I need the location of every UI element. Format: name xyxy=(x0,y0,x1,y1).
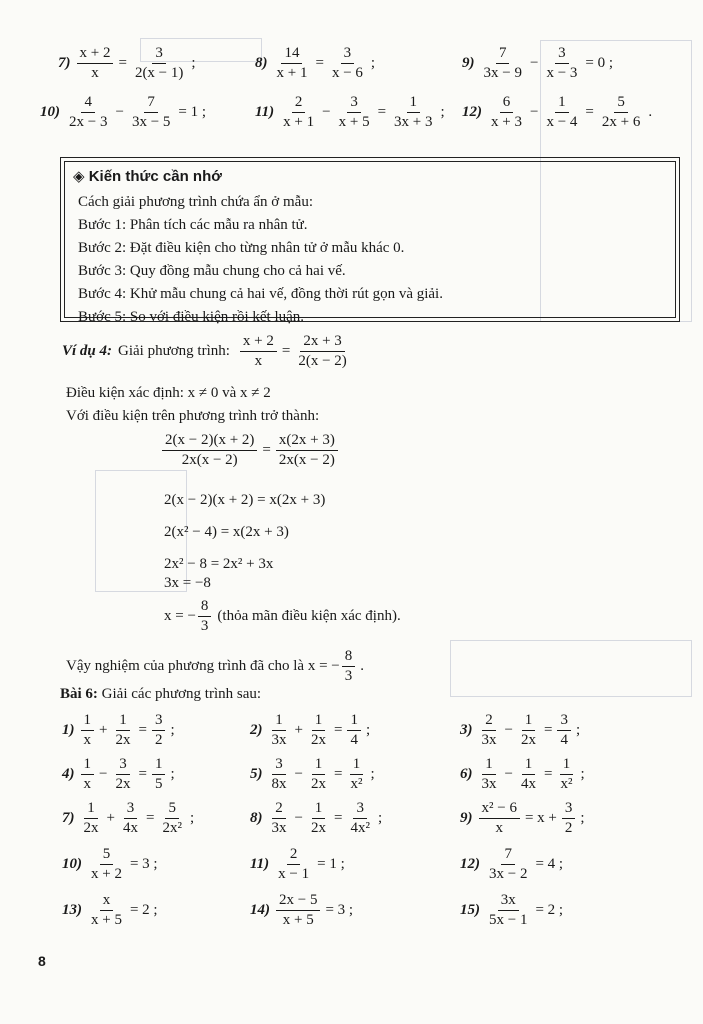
numerator: 2 xyxy=(272,800,286,819)
numerator: 3x xyxy=(498,892,519,911)
fraction xyxy=(486,892,530,929)
denominator: 4x xyxy=(520,776,536,792)
step-5: 3x = −8 xyxy=(164,575,211,591)
numerator: 3 xyxy=(555,45,569,64)
problem-number: 1) xyxy=(62,722,75,738)
numerator: 3 xyxy=(116,756,130,775)
numerator: 3 xyxy=(341,45,355,64)
numerator: 1 xyxy=(312,756,326,775)
numerator: 1 xyxy=(272,712,286,731)
fraction xyxy=(152,712,166,749)
numerator: 8 xyxy=(342,648,356,667)
numerator: 1 xyxy=(347,712,361,731)
numerator: 1 xyxy=(81,756,95,775)
fraction xyxy=(269,800,290,837)
problem-number: 10) xyxy=(62,856,82,872)
problem-tail: ; xyxy=(377,810,383,826)
fraction xyxy=(159,800,185,837)
problem-tail: ; xyxy=(189,810,195,826)
step-6 xyxy=(164,598,401,635)
problem-3 xyxy=(460,712,580,749)
operator: = xyxy=(377,104,387,120)
fraction xyxy=(132,45,186,82)
problem-number: 14) xyxy=(250,902,270,918)
problem-tail: = 1 ; xyxy=(317,856,345,872)
fraction xyxy=(562,800,576,837)
numerator: x + 2 xyxy=(77,45,114,64)
knowledge-box xyxy=(60,157,680,325)
numerator: 1 xyxy=(84,800,98,819)
problem-8 xyxy=(255,45,375,82)
denominator: 2x xyxy=(115,732,131,748)
numerator: 1 xyxy=(350,756,364,775)
fraction xyxy=(88,846,125,883)
exercise-title: Giải các phương trình sau: xyxy=(101,686,262,702)
fraction xyxy=(120,800,141,837)
denominator: x xyxy=(83,776,91,792)
denominator: 3 xyxy=(344,668,353,684)
problem-tail: ; xyxy=(580,810,585,826)
numerator: 1 xyxy=(407,94,421,113)
problem-number: 2) xyxy=(250,722,263,738)
fraction xyxy=(481,45,525,82)
numerator: x² − 6 xyxy=(479,800,520,819)
denominator: 3x − 9 xyxy=(483,65,522,81)
problem-number: 11) xyxy=(250,856,270,872)
fraction xyxy=(543,45,580,82)
denominator: 3x xyxy=(271,820,287,836)
denominator: x + 2 xyxy=(91,866,122,882)
fraction xyxy=(162,432,257,469)
operator: = xyxy=(333,810,343,826)
problem-number: 15) xyxy=(460,902,480,918)
knowledge-steps xyxy=(78,191,443,329)
knowledge-line: Bước 4: Khử mẫu chung cả hai vế, đồng thời rút gọn và giải. xyxy=(78,286,443,302)
fraction xyxy=(479,756,500,793)
operator: = xyxy=(315,55,324,71)
fraction xyxy=(347,712,361,749)
denominator: 3x − 2 xyxy=(489,866,528,882)
fraction xyxy=(269,756,290,793)
numerator: 3 xyxy=(124,800,138,819)
operator: + xyxy=(106,810,115,826)
fraction xyxy=(276,892,320,929)
fraction xyxy=(329,45,366,82)
operator: = xyxy=(333,722,343,738)
numerator: 1 xyxy=(560,756,574,775)
problem-5 xyxy=(250,756,375,793)
fraction xyxy=(308,800,329,837)
denominator: x + 1 xyxy=(276,65,308,81)
problem-tail: ; xyxy=(370,55,376,71)
operator: = xyxy=(543,722,553,738)
fraction xyxy=(66,94,110,131)
problem-tail: = 2 ; xyxy=(535,902,564,918)
problem-15 xyxy=(460,892,563,929)
fraction xyxy=(599,94,643,131)
numerator: 1 xyxy=(81,712,95,731)
fraction xyxy=(275,846,312,883)
numerator: 1 xyxy=(116,712,130,731)
numerator: 1 xyxy=(152,756,166,775)
numerator: 5 xyxy=(165,800,179,819)
denominator: x + 1 xyxy=(283,114,315,130)
fraction xyxy=(308,756,329,793)
denominator: x + 3 xyxy=(491,114,522,130)
denominator: x xyxy=(91,65,99,81)
denominator: 4x² xyxy=(350,820,370,836)
fraction xyxy=(112,756,133,793)
knowledge-line: Bước 5: So với điều kiện rồi kết luận. xyxy=(78,309,305,325)
fraction xyxy=(518,712,539,749)
operator: = xyxy=(145,810,155,826)
fraction xyxy=(81,800,102,837)
problem-tail: ; xyxy=(191,55,196,71)
denominator: 2(x − 1) xyxy=(134,65,184,81)
problem-tail: ; xyxy=(440,104,445,120)
operator: = xyxy=(118,55,127,71)
operator: = xyxy=(138,766,147,782)
exercise-label: Bài 6: xyxy=(60,686,98,702)
denominator: x² xyxy=(350,776,363,792)
problem-number: 13) xyxy=(62,902,82,918)
problem-number: 7) xyxy=(62,810,75,826)
denominator: x + 5 xyxy=(338,114,370,130)
problem-number: 8) xyxy=(250,810,263,826)
problem-tail: ; xyxy=(580,766,585,782)
operator: = xyxy=(543,766,553,782)
problem-7 xyxy=(58,45,196,82)
denominator: 2x xyxy=(83,820,99,836)
fraction xyxy=(280,94,317,131)
problem-number: 4) xyxy=(62,766,75,782)
operator: − xyxy=(322,104,331,120)
denominator: 2x xyxy=(520,732,536,748)
numerator: 7 xyxy=(144,94,158,113)
problem-tail: ; xyxy=(170,722,175,738)
exercise-6-heading xyxy=(60,686,261,703)
operator: − xyxy=(504,766,513,782)
fraction xyxy=(391,94,435,131)
denominator: 2x(x − 2) xyxy=(278,452,335,468)
fraction xyxy=(129,94,173,131)
problem-10 xyxy=(62,846,158,883)
problem-9 xyxy=(462,45,613,82)
denominator: 2x xyxy=(310,732,326,748)
numerator: 2 xyxy=(287,846,301,865)
bleed-box xyxy=(450,640,692,697)
example-prompt: Giải phương trình: xyxy=(118,343,230,359)
problem-tail: = 4 ; xyxy=(535,856,564,872)
conclusion-line: Vậy nghiệm của phương trình đã cho là x = − $\frac{8}{3}$ . xyxy=(66,648,364,684)
operator: − xyxy=(99,766,108,782)
denominator: 3x xyxy=(481,732,497,748)
numerator: 1 xyxy=(312,712,326,731)
conclusion-text: Vậy nghiệm của phương trình đã cho là x = − xyxy=(66,658,340,674)
numerator: 3 xyxy=(347,94,361,113)
example-label: Ví dụ 4: xyxy=(62,343,113,359)
knowledge-line: Bước 2: Đặt điều kiện cho từng nhân tử ở mẫu khác 0. xyxy=(78,240,405,256)
problem-number: 12) xyxy=(460,856,480,872)
problem-11 xyxy=(250,846,345,883)
problem-number: 11) xyxy=(255,104,275,120)
problem-number: 6) xyxy=(460,766,473,782)
operator: = xyxy=(138,722,147,738)
numerator: 2x − 5 xyxy=(276,892,320,911)
denominator: x xyxy=(495,820,503,836)
example-heading: Ví dụ 4: Giải phương trình: $\frac{x + 2}{x}$ = $\frac{2x + 3}{2(x - 2)}$ xyxy=(62,333,352,370)
problem-number: 12) xyxy=(462,104,482,120)
denominator: 5x − 1 xyxy=(489,912,528,928)
knowledge-box-title xyxy=(73,167,222,185)
denominator: 3 xyxy=(200,618,209,634)
problem-13 xyxy=(62,892,158,929)
fraction xyxy=(557,712,571,749)
problem-number: 5) xyxy=(250,766,263,782)
operator: = xyxy=(585,104,594,120)
denominator: 8x xyxy=(271,776,287,792)
denominator: x + 5 xyxy=(91,912,122,928)
transform-line: Với điều kiện trên phương trình trở thành: xyxy=(66,408,320,424)
fraction xyxy=(152,756,166,793)
step-6-note: (thỏa mãn điều kiện xác định). xyxy=(217,608,401,624)
denominator: x − 1 xyxy=(278,866,310,882)
problem-number: 3) xyxy=(460,722,473,738)
numerator: 6 xyxy=(500,94,514,113)
problem-tail: = 2 ; xyxy=(129,902,158,918)
step-6-lhs: x = − xyxy=(164,608,196,624)
fraction xyxy=(77,45,114,82)
problem-number: 9) xyxy=(460,810,473,826)
fraction xyxy=(81,712,95,749)
problem-tail: . xyxy=(648,104,653,120)
denominator: x + 5 xyxy=(282,912,314,928)
problem-tail: ; xyxy=(365,722,371,738)
numerator: x xyxy=(100,892,114,911)
numerator: 7 xyxy=(496,45,510,64)
problem-number: 7) xyxy=(58,55,71,71)
denominator: 4x xyxy=(122,820,138,836)
fraction xyxy=(198,598,212,635)
denominator: x xyxy=(83,732,91,748)
problem-14 xyxy=(250,892,353,929)
denominator: x − 6 xyxy=(331,65,363,81)
problem-tail: ; xyxy=(170,766,175,782)
fraction xyxy=(347,756,365,793)
denominator: 2(x − 2) xyxy=(298,353,347,369)
problem-11 xyxy=(255,94,445,131)
numerator: 3 xyxy=(272,756,286,775)
step-2: 2(x − 2)(x + 2) = x(2x + 3) xyxy=(164,492,326,508)
numerator: 4 xyxy=(81,94,95,113)
problem-tail: = 1 ; xyxy=(178,104,207,120)
problem-10 xyxy=(40,94,206,131)
denominator: x xyxy=(254,353,263,369)
numerator: 3 xyxy=(562,800,576,819)
operator: − xyxy=(529,104,539,120)
numerator: 3 xyxy=(353,800,367,819)
problem-9 xyxy=(460,800,585,837)
denominator: 3x xyxy=(481,776,497,792)
operator: − xyxy=(115,104,124,120)
knowledge-line: Bước 1: Phân tích các mẫu ra nhân tử. xyxy=(78,217,308,233)
problem-tail: = 0 ; xyxy=(585,55,614,71)
condition-line: Điều kiện xác định: x ≠ 0 và x ≠ 2 xyxy=(66,385,271,401)
problem-7 xyxy=(62,800,194,837)
problem-12 xyxy=(462,94,652,131)
denominator: 5 xyxy=(154,776,163,792)
operator: + xyxy=(294,722,303,738)
numerator: 1 xyxy=(522,712,536,731)
fraction xyxy=(88,892,125,929)
denominator: x − 3 xyxy=(546,65,578,81)
problem-1 xyxy=(62,712,175,749)
fraction xyxy=(347,800,373,837)
fraction xyxy=(488,94,525,131)
denominator: x² xyxy=(560,776,573,792)
operator: − xyxy=(294,810,303,826)
fraction xyxy=(342,648,356,685)
problem-12 xyxy=(460,846,563,883)
numerator: 1 xyxy=(312,800,326,819)
problem-number: 8) xyxy=(255,55,268,71)
knowledge-line: Cách giải phương trình chứa ẩn ở mẫu: xyxy=(78,194,313,210)
denominator: 3x xyxy=(271,732,287,748)
numerator: 5 xyxy=(100,846,114,865)
fraction xyxy=(479,712,500,749)
denominator: 2x(x − 2) xyxy=(181,452,238,468)
step-1: $\frac{2(x - 2)(x + 2)}{2x(x - 2)}$ = $\frac{x(2x + 3)}{2x(x - 2)}$ xyxy=(160,432,340,469)
denominator: 2x − 3 xyxy=(69,114,108,130)
problem-tail: = 3 ; xyxy=(129,856,158,872)
operator: = x + xyxy=(524,810,557,826)
problem-number: 10) xyxy=(40,104,60,120)
denominator: 2x + 6 xyxy=(601,114,641,130)
numerator: 3 xyxy=(152,712,166,731)
denominator: 2x xyxy=(310,776,326,792)
numerator: x(2x + 3) xyxy=(276,432,338,451)
fraction xyxy=(81,756,95,793)
diamond-icon: ◈ xyxy=(73,168,85,185)
numerator: 2 xyxy=(482,712,496,731)
fraction xyxy=(486,846,530,883)
fraction xyxy=(240,333,277,370)
denominator: 2x² xyxy=(162,820,182,836)
fraction xyxy=(336,94,373,131)
fraction xyxy=(276,432,338,469)
fraction xyxy=(557,756,575,793)
denominator: 2 xyxy=(564,820,573,836)
denominator: 2x xyxy=(115,776,131,792)
numerator: 2(x − 2)(x + 2) xyxy=(162,432,257,451)
operator: − xyxy=(529,55,539,71)
fraction xyxy=(518,756,539,793)
problem-tail: = 3 ; xyxy=(325,902,354,918)
operator: − xyxy=(294,766,303,782)
problem-2 xyxy=(250,712,370,749)
problem-8 xyxy=(250,800,382,837)
numerator: 5 xyxy=(614,94,628,113)
numerator: 1 xyxy=(555,94,569,113)
fraction xyxy=(269,712,290,749)
denominator: 2 xyxy=(154,732,163,748)
fraction xyxy=(295,333,349,370)
fraction xyxy=(274,45,311,82)
knowledge-line: Bước 3: Quy đồng mẫu chung cho cả hai vế. xyxy=(78,263,346,279)
numerator: 14 xyxy=(281,45,302,64)
denominator: x − 4 xyxy=(546,114,578,130)
numerator: 3 xyxy=(557,712,571,731)
problem-number: 9) xyxy=(462,55,475,71)
numerator: 1 xyxy=(482,756,496,775)
problem-4 xyxy=(62,756,175,793)
fraction xyxy=(479,800,520,837)
numerator: 3 xyxy=(152,45,166,64)
operator: − xyxy=(504,722,513,738)
numerator: 8 xyxy=(198,598,212,617)
knowledge-title-text: Kiến thức cần nhớ xyxy=(88,168,222,185)
knowledge-box-inner xyxy=(64,161,676,325)
step-4: 2x² − 8 = 2x² + 3x xyxy=(164,556,274,572)
operator: = xyxy=(333,766,343,782)
numerator: 2x + 3 xyxy=(300,333,344,352)
denominator: 2x xyxy=(310,820,326,836)
denominator: 3x − 5 xyxy=(131,114,171,130)
page-number: 8 xyxy=(38,953,46,969)
problem-tail: ; xyxy=(575,722,581,738)
fraction xyxy=(112,712,133,749)
numerator: 7 xyxy=(501,846,515,865)
fraction xyxy=(543,94,580,131)
numerator: 2 xyxy=(292,94,306,113)
denominator: 4 xyxy=(350,732,358,748)
operator: + xyxy=(99,722,108,738)
fraction xyxy=(308,712,329,749)
numerator: x + 2 xyxy=(240,333,277,352)
denominator: 4 xyxy=(560,732,568,748)
problem-6 xyxy=(460,756,585,793)
problem-tail: ; xyxy=(370,766,375,782)
denominator: 3x + 3 xyxy=(394,114,433,130)
numerator: 1 xyxy=(522,756,536,775)
step-3: 2(x² − 4) = x(2x + 3) xyxy=(164,524,289,540)
